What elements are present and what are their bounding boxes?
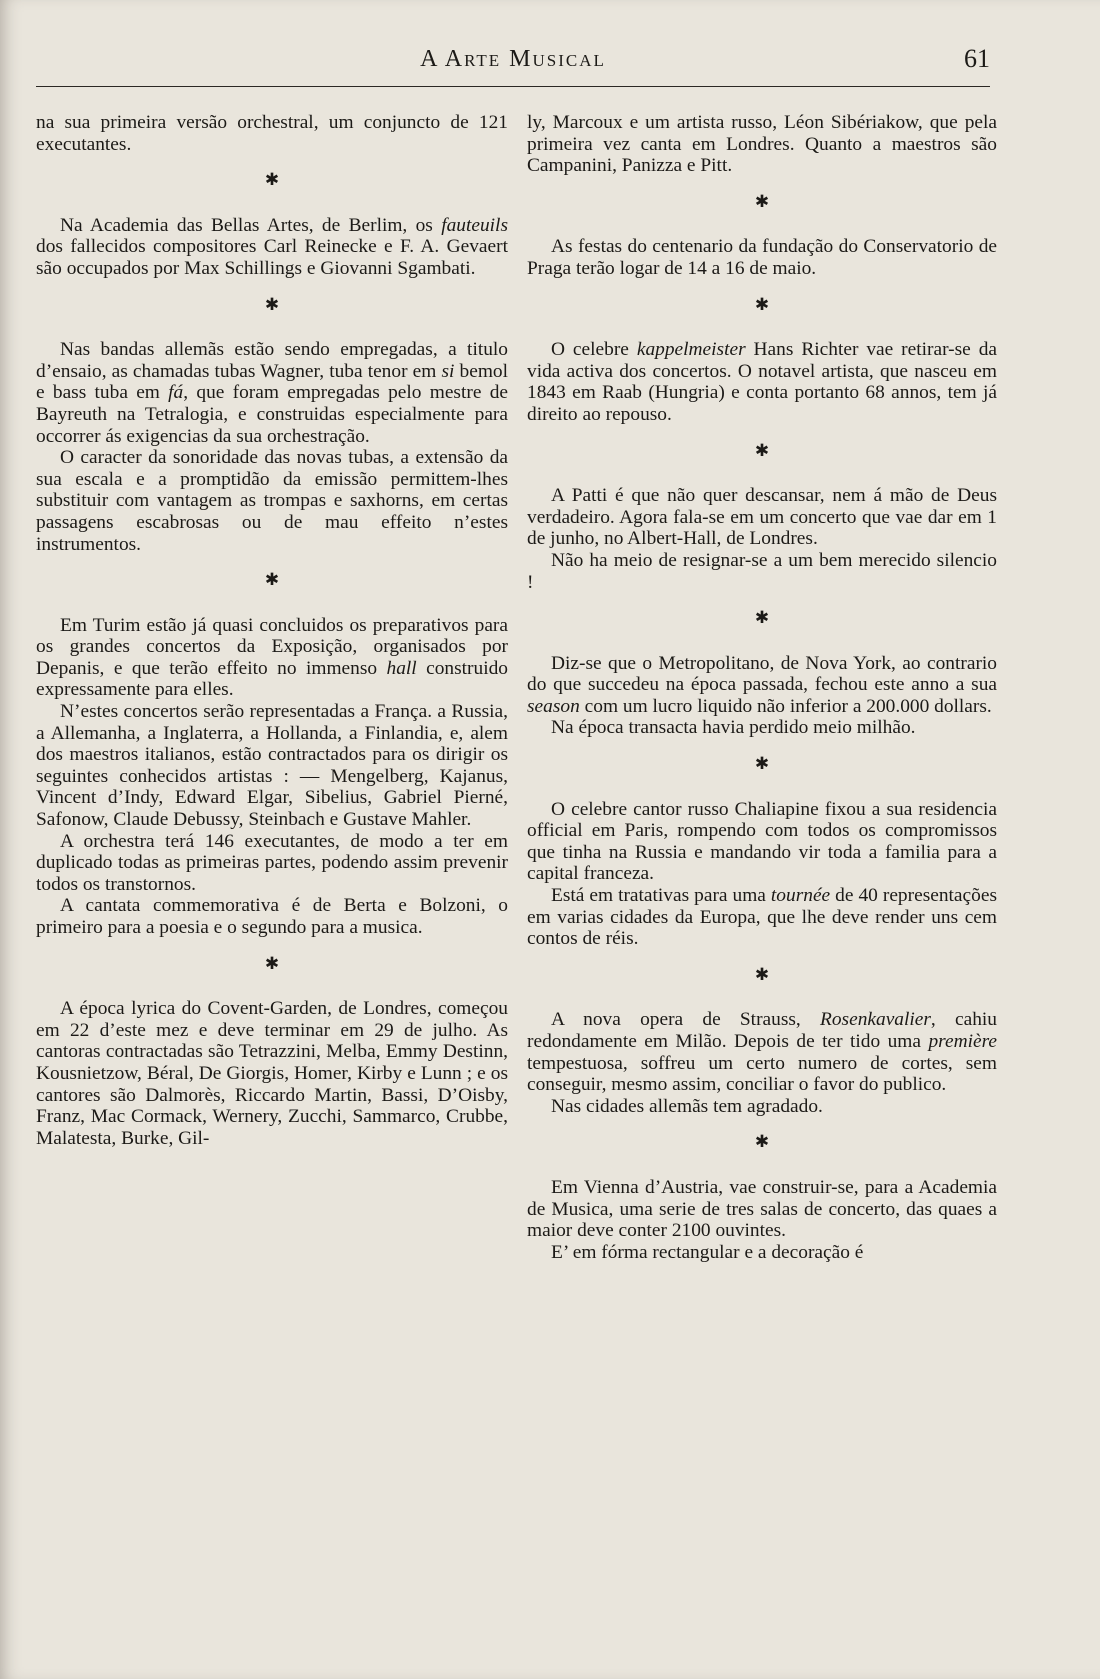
- article-paragraph: A Patti é que não quer descansar, nem á mão de Deus verdadeiro. Agora fala-se em um concerto que vae dar em 1 de junho, no Albert-Hall, de Londres.: [527, 485, 997, 550]
- section-separator: ✱: [754, 191, 770, 211]
- article-paragraph: Nas bandas allemãs estão sendo empregadas, a titulo d’ensaio, as chamadas tubas Wagner, tuba tenor em si bemol e bass tuba em fá, que foram empregadas pelo mestre de Bayreuth na Tetralogia, e construidas especialmente para occorrer ás exigencias da sua orchestração.: [36, 339, 509, 447]
- article-paragraph: Nas cidades allemãs tem agradado.: [551, 1095, 823, 1117]
- article-paragraph: A época lyrica do Covent-Garden, de Londres, começou em 22 d’este mez e deve terminar em 29 de julho. As cantoras contractadas são Tetrazzini, Melba, Emmy Destinn, Kousnietzow, Béral, De Giorgis, Homer, Kirby e Lunn ; e os cantores são Dalmorès, Riccardo Martin, Bassi, D’Oisby, Franz, Mac Cormack, Wernery, Zucchi, Sammarco, Crubbe, Malatesta, Burke, Gil-: [36, 998, 508, 1149]
- section-separator: ✱: [754, 608, 770, 628]
- article-paragraph: As festas do centenario da fundação do Conservatorio de Praga terão logar de 14 a 16 de maio.: [527, 236, 997, 279]
- header-rule: [36, 86, 990, 87]
- section-separator: ✱: [264, 570, 280, 590]
- section-separator: ✱: [264, 170, 280, 190]
- article-paragraph: O celebre cantor russo Chaliapine fixou a sua residencia official em Paris, rompendo com todos os compromissos que tinha na Russia e mandando vir toda a familia para a capital franceza.: [527, 798, 997, 885]
- article-paragraph: N’estes concertos serão representadas a França. a Russia, a Allemanha, a Inglaterra, a Hollanda, a Finlandia, e, alem dos maestros italianos, estão contractados para os dirigir os seguintes conhecidos artistas : — Mengelberg, Kajanus, Vincent d’Indy, Edward Elgar, Sibelius, Gabriel Pierné, Safonow, Claude Debussy, Steinbach e Gustave Mahler.: [36, 701, 508, 831]
- article-paragraph: Diz-se que o Metropolitano, de Nova York, ao contrario do que succedeu na época passada, fechou este anno a sua season com um lucro liquido não inferior a 200.000 dollars.: [527, 652, 997, 717]
- page-number: 61: [964, 44, 990, 73]
- section-separator: ✱: [754, 964, 770, 984]
- left-column: [36, 112, 508, 1149]
- page-title: A Arte Musical: [420, 46, 606, 72]
- article-paragraph: ly, Marcoux e um artista russo, Léon Sibériakow, que pela primeira vez canta em Londres. Quanto a maestros são Campanini, Panizza e Pitt.: [527, 112, 997, 177]
- section-separator: ✱: [264, 953, 280, 973]
- article-paragraph: Está em tratativas para uma tournée de 40 representações em varias cidades da Europa, que lhe deve render uns cem contos de réis.: [527, 885, 997, 950]
- article-paragraph: Em Vienna d’Austria, vae construir-se, para a Academia de Musica, uma serie de tres salas de concerto, das quaes a maior deve conter 2100 ouvintes.: [527, 1176, 997, 1242]
- article-paragraph: A nova opera de Strauss, Rosenkavalier, cahiu redondamente em Milão. Depois de ter tido uma première tempestuosa, soffreu um certo numero de cortes, sem conseguir, mesmo assim, conciliar o favor do publico.: [527, 1009, 997, 1096]
- section-separator: ✱: [754, 440, 770, 460]
- article-paragraph: A orchestra terá 146 executantes, de modo a ter em duplicado todas as primeiras partes, podendo assim prevenir todos os transtornos.: [36, 830, 508, 895]
- right-column: [527, 112, 997, 1263]
- article-paragraph: Não ha meio de resignar-se a um bem merecido silencio !: [527, 549, 997, 593]
- page-header: [36, 42, 990, 92]
- article-paragraph: na sua primeira versão orchestral, um conjuncto de 121 executantes.: [36, 112, 508, 155]
- article-paragraph: Na época transacta havia perdido meio milhão.: [551, 717, 916, 739]
- section-separator: ✱: [754, 754, 770, 774]
- article-paragraph: Em Turim estão já quasi concluidos os preparativos para os grandes concertos da Exposição, organisados por Depanis, e que terão effeito no immenso hall construido expressamente para elles.: [36, 614, 508, 701]
- article-paragraph: A cantata commemorativa é de Berta e Bolzoni, o primeiro para a poesia e o segundo para a musica.: [36, 895, 508, 938]
- article-paragraph: E’ em fórma rectangular e a decoração é: [551, 1241, 864, 1263]
- section-separator: ✱: [754, 1132, 770, 1152]
- article-paragraph: O caracter da sonoridade das novas tubas, a extensão da sua escala e a promptidão da emissão permittem-lhes substituir com vantagem as trompas e saxhorns, em certas passagens escabrosas ou de mau effeito n’estes instrumentos.: [36, 447, 508, 555]
- article-paragraph: O celebre kappelmeister Hans Richter vae retirar-se da vida activa dos concertos. O notavel artista, que nasceu em 1843 em Raab (Hungria) e conta portanto 68 annos, tem já direito ao repouso.: [527, 339, 997, 425]
- section-separator: ✱: [754, 294, 770, 314]
- article-paragraph: Na Academia das Bellas Artes, de Berlim, os fauteuils dos fallecidos compositores Carl Reinecke e F. A. Gevaert são occupados por Max Schillings e Giovanni Sgambati.: [36, 214, 508, 279]
- section-separator: ✱: [264, 294, 280, 314]
